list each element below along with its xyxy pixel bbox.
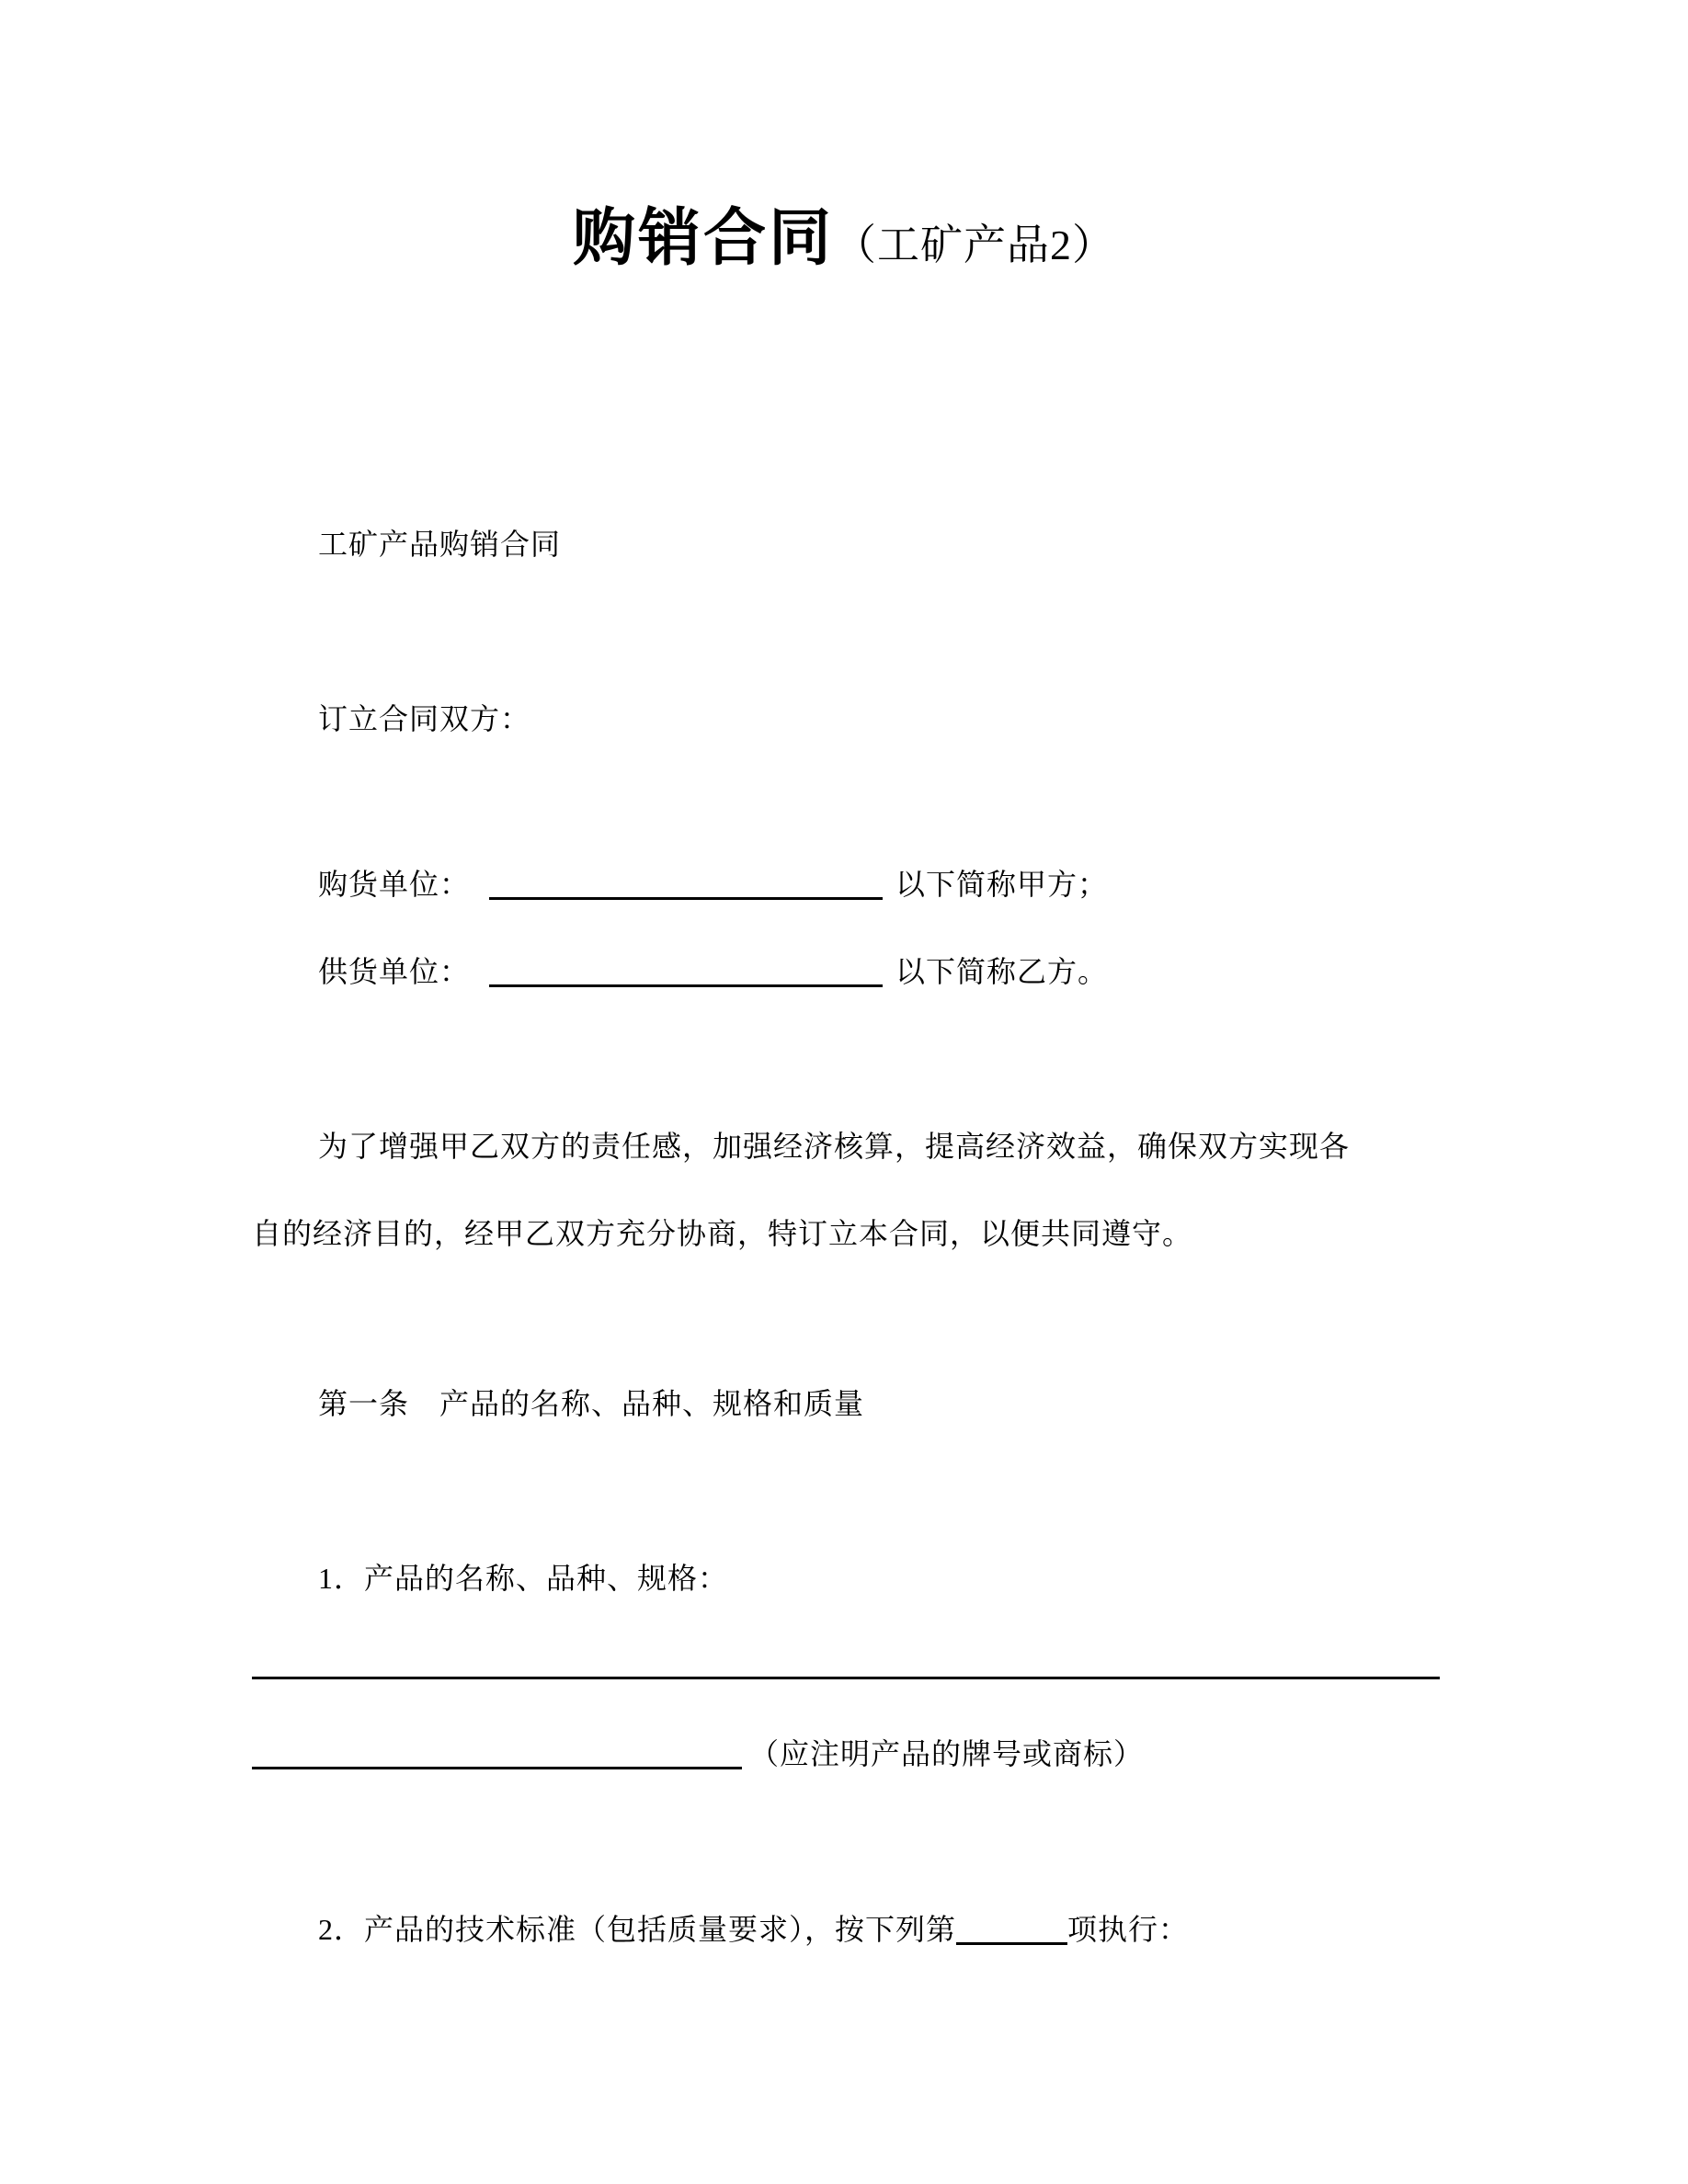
item2-prefix: 2．产品的技术标准（包括质量要求），按下列第 [318,1913,957,1946]
contract-subtitle: 工矿产品购销合同 [318,528,562,561]
brand-blank-field [252,1732,742,1769]
buyer-name-blank-field [489,862,883,900]
product-name-blank-line [252,1677,1440,1679]
supplier-name-blank-field [489,950,883,987]
supplier-label: 供货单位： [318,955,471,988]
title-sub-text: （工矿产品2） [834,222,1115,268]
item2-suffix: 项执行： [1067,1913,1190,1946]
supplier-suffix: 以下简称乙方。 [895,955,1109,988]
item1-text: 1．产品的名称、品种、规格： [318,1562,729,1595]
buyer-label: 购货单位： [318,868,471,901]
buyer-suffix: 以下简称甲方； [895,868,1109,901]
document-title [0,188,1688,278]
article1-heading: 第一条 产品的名称、品种、规格和质量 [318,1387,865,1420]
item2-blank-field [956,1907,1067,1945]
preamble-line-2: 自的经济目的，经甲乙双方充分协商，特订立本合同，以便共同遵守。 [252,1217,1193,1250]
brand-note-line [252,1732,1144,1774]
title-main-text: 购销合同 [572,203,834,273]
supplier-line [318,950,1108,992]
brand-note-text: （应注明产品的牌号或商标） [749,1737,1145,1770]
parties-intro: 订立合同双方： [318,702,531,735]
preamble-line-1: 为了增强甲乙双方的责任感，加强经济核算，提高经济效益，确保双方实现各 [318,1130,1351,1163]
buyer-line [318,862,1108,904]
item2-line [318,1907,1189,1950]
